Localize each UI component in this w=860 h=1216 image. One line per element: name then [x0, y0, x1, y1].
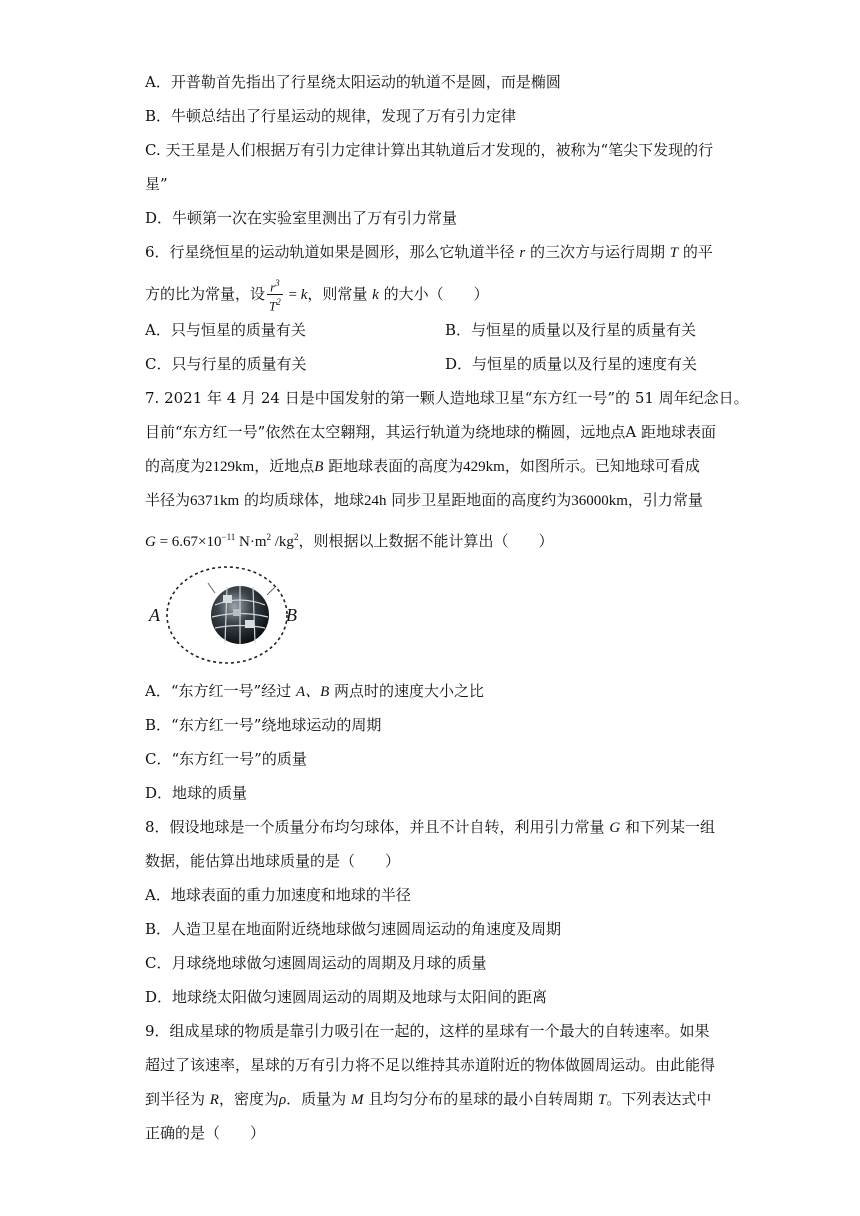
q7-option-d: D．地球的质量 [145, 784, 248, 802]
q7-stem-line5: $G = 6.67\times 10^{-11}$ $N\cdot m^2$ $/kg^2$，则根据以上数据不能计算出（ ） [145, 532, 554, 550]
q5-option-c-line1: C. 天王星是人们根据万有引力定律计算出其轨道后才发现的，被称为“笔尖下发现的行 [145, 141, 714, 159]
q6-option-d: D．与恒星的质量以及行星的速度有关 [445, 355, 698, 373]
q8-option-a: A．地球表面的重力加速度和地球的半径 [145, 886, 411, 904]
orbit-figure [145, 565, 305, 665]
q7-stem-line4: 半径为6371km 的均质球体，地球24h 同步卫星距地面的高度约为36000km，引力常量 [145, 491, 703, 509]
q5-option-a: A．开普勒首先指出了行星绕太阳运动的轨道不是圆，而是椭圆 [145, 73, 561, 91]
q6-stem-line1: 6．行星绕恒星的运动轨道如果是圆形，那么它轨道半径 r 的三次方与运行周期 T 的平 [145, 243, 713, 261]
q7-option-b: B．“东方红一号”绕地球运动的周期 [145, 716, 382, 734]
q9-stem-line3: 到半径为 R，密度为ρ．质量为 M 且均匀分布的星球的最小自转周期 T。下列表达式中 [145, 1090, 712, 1108]
q5-option-d: D．牛顿第一次在实验室里测出了万有引力常量 [145, 209, 458, 227]
q8-option-b: B．人造卫星在地面附近绕地球做匀速圆周运动的角速度及周期 [145, 920, 562, 938]
q7-option-a: A．“东方红一号”经过 A、B 两点时的速度大小之比 [145, 682, 485, 700]
q5-option-b: B．牛顿总结出了行星运动的规律，发现了万有引力定律 [145, 107, 517, 125]
satellite-icon [208, 583, 275, 644]
orbit-diagram [145, 565, 305, 665]
q6-option-b: B．与恒星的质量以及行星的质量有关 [445, 321, 697, 339]
q9-stem-line4: 正确的是（ ） [145, 1124, 266, 1142]
r3-over-t2-fraction: $\frac{r^3}{T^2}$ [269, 278, 281, 314]
q7-option-c: C．“东方红一号”的质量 [145, 750, 307, 768]
q9-stem-line2: 超过了该速率，星球的万有引力将不足以维持其赤道附近的物体做圆周运动。由此能得 [145, 1056, 716, 1074]
q7-stem-line3: 的高度为2129km，近地点B 距地球表面的高度为429km，如图所示。已知地球可看成 [145, 457, 700, 475]
q9-stem-line1: 9．组成星球的物质是靠引力吸引在一起的，这样的星球有一个最大的自转速率。如果 [145, 1022, 710, 1040]
q8-option-c: C．月球绕地球做匀速圆周运动的周期及月球的质量 [145, 954, 487, 972]
q6-stem-line2: 方的比为常量，设 $\frac{r^3}{T^2}$ = k，则常量 k 的大小（ ） [145, 278, 489, 314]
q6-option-c: C．只与行星的质量有关 [145, 355, 307, 373]
q8-option-d: D．地球绕太阳做匀速圆周运动的周期及地球与太阳间的距离 [145, 988, 548, 1006]
q5-option-c-line2: 星” [145, 175, 168, 193]
q7-stem-line2: 目前“东方红一号”依然在太空翱翔，其运行轨道为绕地球的椭圆，远地点A 距地球表面 [145, 423, 716, 441]
q6-option-a: A．只与恒星的质量有关 [145, 321, 306, 339]
q8-stem-line2: 数据，能估算出地球质量的是（ ） [145, 852, 401, 870]
q7-stem-line1: 7. 2021 年 4 月 24 日是中国发射的第一颗人造地球卫星“东方红一号”的 51 周年纪念日。 [145, 389, 749, 407]
point-a-label: A [149, 605, 160, 625]
q8-stem-line1: 8．假设地球是一个质量分布均匀球体，并且不计自转，利用引力常量 G 和下列某一组 [145, 818, 715, 836]
point-b-label: B [286, 605, 297, 625]
